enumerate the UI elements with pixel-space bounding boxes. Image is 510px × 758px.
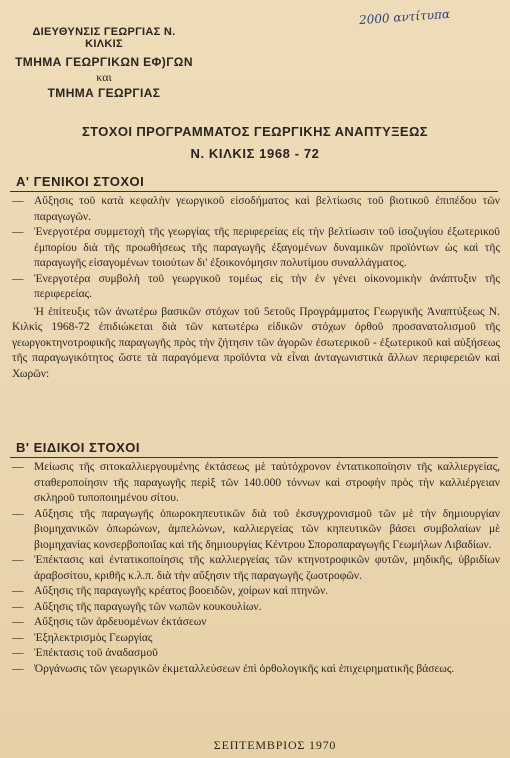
list-item-text: Μείωσις τῆς σιτοκαλλιεργουμένης ἐκτάσεως μὲ ταὐτόχρονον ἐντατικοποίησιν τῆς καλλιεργείας, σταθεροποίησιν τῆς παραγωγῆς περὶξ τῶν 140.000 τόννων καὶ στροφὴν πρὸς τὴν καλλιέργειαν σκληροῦ τυποποιημένου σίτου. [34,461,500,504]
section-b-heading: Β' ΕΙΔΙΚΟΙ ΣΤΟΧΟΙ [16,440,140,455]
list-item-text: Ἐνεργοτέρα συμβολὴ τοῦ γεωργικοῦ τομέως εἰς τὴν ἐν γένει οἰκονομικὴν ἀνάπτυξιν τῆς περιφερείας. [34,272,500,300]
document-date: ΣΕΠΤΕΜΒΡΙΟΣ 1970 [213,738,337,752]
document-subtitle: Ν. ΚΙΛΚΙΣ 1968 - 72 [190,146,320,161]
dash-marker: — [12,461,24,473]
list-item-text: Αὔξησις τῆς παραγωγῆς κρέατος βοοειδῶν, χοίρων καὶ πτηνῶν. [34,585,329,597]
list-item-text: Ἐξηλεκτρισμὸς Γεωργίας [34,631,153,644]
conjunction: και [96,70,112,84]
document-title: ΣΤΟΧΟΙ ΠΡΟΓΡΑΜΜΑΤΟΣ ΓΕΩΡΓΙΚΗΣ ΑΝΑΠΤΥΞΕΩΣ [81,124,429,139]
handwritten-note: 2000 αντίτυπα [358,6,451,28]
section-b-rule [10,457,498,458]
list-item-text: Αὔξησις τῆς παραγωγῆς ὀπωροκηπευτικῶν διὰ τοῦ ἐκσυγχρονισμοῦ τῶν μὲ τὴν δημιουργίαν βιομηχανικῶν ὀπωρώνων, ἀμπελώνων, καλλιεργείας τῶν κηπευτικῶν βάσει συμβολαίων μὲ βιομηχανίας κονσερβοποιΐας καὶ τῆς δημιουργίας Κέντρου Σποροπαραγωγῆς Γεωμήλων Λιβαδίων. [34,507,500,551]
department-name: ΤΜΗΜΑ ΓΕΩΡΓΙΚΩΝ ΕΦ)ΓΩΝ [15,55,193,69]
intro-paragraph: Ἡ ἐπίτευξις τῶν ἀνωτέρω βασικῶν στόχων τοῦ 5ετοῦς Προγράμματος Γεωργικῆς Ἀναπτύξεως Ν. Κιλκὶς 1968-72 ἐπιδιώκεται διὰ τῶν κατωτέρω εἰδικῶν στόχων ὀρθοῦ προσανατολισμοῦ τῆς γεωργοκτηνοτροφικῆς παραγωγῆς πρὸς τὴν ζήτησιν τῶν ἀγορῶν ἐσωτερικοῦ - ἐξωτερικοῦ καὶ αὐξήσεως τῆς παραγωγικότητος ὥστε τὰ παραγόμενα προϊόντα νὰ εἶναι ἀνταγωνιστικὰ ἄλλων περιφερειῶν καὶ Χωρῶν: [12,305,500,380]
dash-marker: — [12,226,24,238]
dash-marker: — [12,616,24,628]
list-item [12,225,500,272]
list-item-text: Ὀργάνωσις τῶν γεωργικῶν ἐκμεταλλεύσεων ἐπὶ ὀρθολογικῆς καὶ ἐπιχειρηματικῆς βάσεως. [34,662,455,675]
dash-marker: — [12,507,24,520]
dash-marker: — [12,631,24,644]
directorate-name: ΔΙΕΥΘΥΝΣΙΣ ΓΕΩΡΓΙΑΣ Ν. ΚΙΛΚΙΣ [32,26,176,50]
dash-marker: — [12,662,24,675]
section-name: ΤΜΗΜΑ ΓΕΩΡΓΙΑΣ [47,86,161,100]
list-item [12,600,500,616]
section-a-rule [10,191,498,192]
list-item [12,662,500,678]
dash-marker: — [12,647,24,659]
list-item [12,615,500,631]
dash-marker: — [12,585,24,597]
list-item [12,646,500,662]
issuer-header [14,26,194,100]
dash-marker: — [12,600,24,613]
list-item-text: Αὔξησις τοῦ κατὰ κεφαλὴν γεωργικοῦ εἰσοδήματος καὶ βελτίωσις τοῦ βιοτικοῦ ἐπιπέδου τῶν παραγωγῶν. [34,195,500,223]
list-item-text: Ἐπέκτασις καὶ ἐντατικοποίησις τῆς καλλιεργείας τῶν κτηνοτροφικῶν φυτῶν, μηδικῆς, ὑβριδίων ἀραβοσίτου, κριθῆς κ.λ.π. διὰ τὴν αὔξησιν τῆς παραγωγῆς ζωοτροφῶν. [34,554,500,582]
list-item-text: Αὔξησις τῶν ἀρδευομένων ἐκτάσεων [34,616,207,628]
list-item [12,272,500,303]
list-item [12,553,500,584]
list-item-text: Ἐνεργοτέρα συμμετοχὴ τῆς γεωργίας τῆς περιφερείας εἰς τὴν βελτίωσιν τοῦ ἰσοζυγίου ἐξωτερικοῦ ἐμπορίου διὰ τῆς προωθήσεως τῆς παραγωγῆς ἐξαγομένων δυναμικῶν προϊόντων ὡς καὶ τῆς παραγωγῆς εἰσαγομένων τοιούτων δι' ἐξοικονόμησιν πολυτίμου συναλλάγματος. [34,226,500,269]
dash-marker: — [12,272,24,285]
dash-marker: — [12,195,24,207]
list-item-text: Ἐπέκτασις τοῦ ἀναδασμοῦ [34,647,158,659]
list-item [12,631,500,647]
list-item [12,584,500,600]
dash-marker: — [12,554,24,566]
section-a-body [12,194,500,382]
list-item [12,194,500,225]
list-item-text: Αὔξησις τῆς παραγωγῆς τῶν νωπῶν κουκουλίων. [34,600,262,613]
list-item [12,460,500,507]
list-item [12,507,500,554]
section-a-heading: Α' ΓΕΝΙΚΟΙ ΣΤΟΧΟΙ [16,174,145,189]
section-b-body [12,460,500,677]
